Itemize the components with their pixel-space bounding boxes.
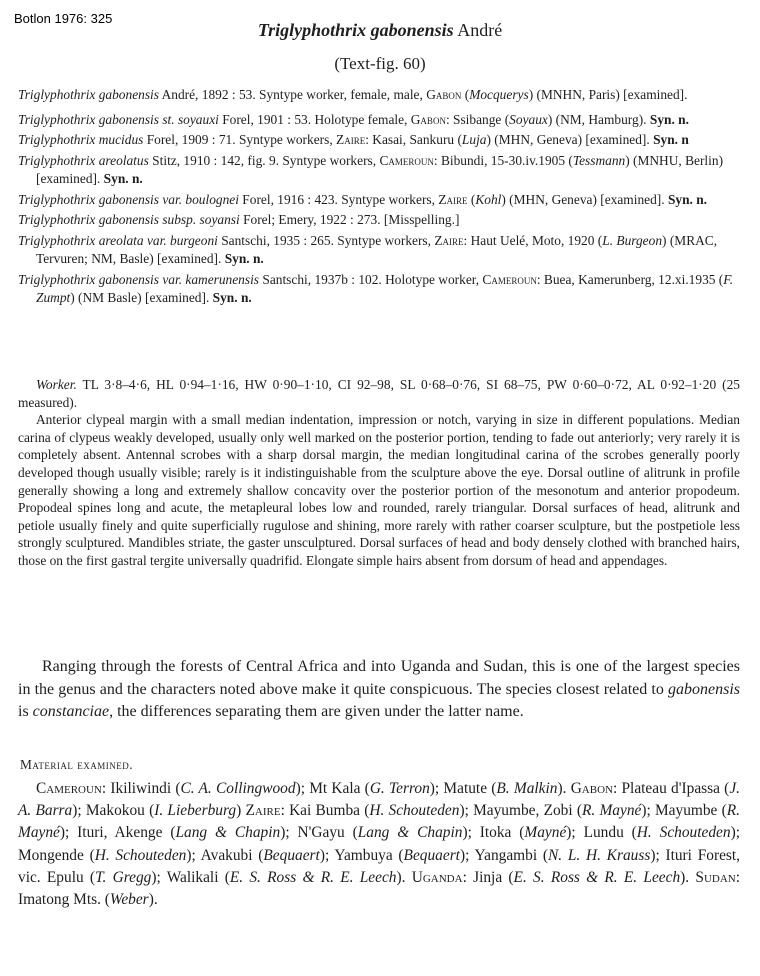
synonymy-entry — [18, 86, 740, 105]
locality-text: ); Mt Kala ( — [295, 780, 370, 797]
citation-text: ( — [461, 87, 470, 102]
locality-text: ); Lundu ( — [566, 824, 637, 842]
range-text-1: Ranging through the forests of Central Africa and into Uganda and Sudan, this is one of the largest species in the genus and the characters noted above make it quite conspicuous. The species closest related to — [18, 658, 740, 698]
collector-name: Lang & Chapin — [175, 824, 281, 842]
material-examined — [18, 778, 740, 911]
citation-text: : Haut Uelé, Moto, 1920 ( — [463, 232, 603, 248]
worker-measurements: TL 3·8–4·6, HL 0·94–1·16, HW 0·90–1·10, CI 92–98, SL 0·68–0·76, SI 68–75, PW 0·60–0·72, AL 0·92–1·20 (25 measured). — [18, 377, 740, 410]
source-label: Botlon 1976: 325 — [14, 11, 113, 26]
citation-text: ) (MHN, Geneva) [examined]. — [486, 132, 654, 147]
range-species-1: gabonensis — [668, 680, 740, 698]
worker-description — [18, 376, 740, 570]
citation-text: : Bibundi, 15-30.iv.1905 ( — [433, 152, 573, 168]
taxon-name: Triglyphothrix areolatus — [18, 152, 149, 168]
locality-text: ). — [557, 780, 571, 797]
citation-text: Forel, 1916 : 423. Syntype workers, — [238, 191, 439, 207]
taxon-name: Triglyphothrix gabonensis st. soyauxi — [18, 111, 219, 127]
locality-country: Zaire — [336, 132, 366, 147]
locality-text: ). — [680, 868, 696, 886]
country-name: Cameroun — [36, 780, 102, 797]
taxon-name: Triglyphothrix gabonensis — [18, 87, 159, 102]
collector-name: Mayné — [524, 824, 567, 842]
citation-text: : Ssibange ( — [445, 111, 510, 127]
citation-text: : Buea, Kamerunberg, 12.xi.1935 ( — [536, 271, 724, 287]
locality-text: ); Ituri, Akenge ( — [59, 824, 176, 842]
locality-text: ); Matute ( — [429, 780, 497, 797]
locality-country: Cameroun — [379, 152, 434, 168]
range-paragraph — [18, 656, 740, 724]
citation-text: André, 1892 : 53. Syntype worker, female, male, — [158, 87, 427, 102]
locality-country: Zaire — [434, 232, 464, 248]
locality-text: ); Makokou ( — [72, 802, 155, 820]
collector-name: H. Schouteden — [636, 824, 731, 842]
locality-text: : Ikiliwindi ( — [101, 780, 181, 797]
country-name: Gabon — [570, 780, 613, 797]
species-author: André — [457, 20, 503, 40]
synonymy-entry — [18, 232, 740, 269]
citation-text: ) (MHN, Geneva) [examined]. — [501, 191, 668, 207]
species-name: Triglyphothrix gabonensis — [257, 20, 454, 40]
citation-text: ( — [467, 191, 476, 207]
synonym-note: Syn. n. — [224, 251, 264, 266]
collector-name: L. Burgeon — [602, 232, 663, 248]
citation-text: ) (MNHU, Berlin) [examined]. — [36, 152, 724, 186]
locality-text: ); Mayumbe ( — [641, 802, 727, 820]
collector-name: E. S. Ross & R. E. Leech — [513, 868, 681, 886]
citation-text: Forel; Emery, 1922 : 273. [Misspelling.] — [239, 212, 460, 227]
collector-name: Luja — [461, 132, 487, 147]
collector-name: H. Schouteden — [94, 846, 187, 864]
synonymy-list — [18, 86, 740, 308]
locality-text: : Jinja ( — [462, 868, 514, 886]
citation-text: ) (NM Basle) [examined]. — [70, 290, 213, 305]
taxon-name: Triglyphothrix gabonensis var. kamerunensis — [18, 271, 260, 287]
collector-name: B. Malkin — [496, 780, 558, 797]
locality-text: : Kai Bumba ( — [280, 802, 370, 820]
locality-text: ); Ituri Forest, vic. Epulu ( — [18, 846, 741, 886]
citation-text: Santschi, 1935 : 265. Syntype workers, — [217, 232, 435, 248]
collector-name: Weber — [109, 891, 149, 909]
worker-description-text: Anterior clypeal margin with a small median indentation, impression or notch, varying in size in different populations. Median carina of clypeus weakly developed, usually only well marked on the posterior portion, tending to fade out anteriorly; very rarely it is completely absent. Antennal scrobes with a sharp dorsal margin, the median longitudinal carina of the scrobes generally poorly developed though usually visible; rarely is it indistinguishable from the sculpture above the eye. Dorsal outline of alitrunk in profile generally showing a long and extremely shallow concavity over the posterior portion of the mesonotum and anterior propodeum. Propodeal spines long and acute, the metapleural lobes low and rounded, rarely triangular. Dorsal surfaces of head, alitrunk and petiole usually finely and quite superficially rugulose and shining, more rarely with rather coarser sculpture, but the postpetiole less strongly sculptured. Mandibles striate, the gaster unsculptured. Dorsal surfaces of head and body densely clothed with branched hairs, those on the first gastral tergite universally quadrifid. Elongate simple hairs absent from dorsum of head and appendages. — [18, 412, 740, 568]
locality-text: ); Mayumbe, Zobi ( — [459, 802, 582, 820]
collector-name: R. Mayné — [18, 802, 740, 842]
synonymy-entry — [18, 191, 740, 210]
locality-country: Cameroun — [482, 271, 537, 287]
citation-text: Stitz, 1910 : 142, fig. 9. Syntype workers, — [148, 152, 380, 168]
material-heading: Material examined. — [20, 757, 134, 772]
locality-text: ); Avakubi ( — [186, 846, 264, 864]
collector-name: C. A. Collingwood — [180, 780, 296, 797]
collector-name: Soyaux — [509, 111, 548, 127]
taxon-name: Triglyphothrix mucidus — [18, 132, 144, 147]
collector-name: H. Schouteden — [369, 802, 460, 820]
locality-text: ); Yambuya ( — [319, 846, 404, 864]
locality-text: ); N'Gayu ( — [280, 824, 358, 842]
range-species-2: constanciae — [32, 703, 110, 720]
collector-name: Bequaert — [263, 846, 320, 864]
locality-text: ). — [396, 868, 412, 886]
collector-name: I. Lieberburg — [154, 802, 237, 820]
collector-name: J. A. Barra — [18, 780, 740, 820]
collector-name: N. L. H. Krauss — [547, 846, 651, 864]
citation-text: Forel, 1909 : 71. Syntype workers, — [143, 132, 337, 147]
citation-text: ) (MRAC, Tervuren; NM, Basle) [examined]. — [36, 232, 718, 266]
synonym-note: Syn. n. — [649, 111, 689, 127]
locality-text: ); Yangambi ( — [459, 846, 548, 864]
citation-text: ) (MNHN, Paris) [examined]. — [528, 87, 688, 102]
collector-name: R. Mayné — [582, 802, 642, 820]
figure-reference: (Text-fig. 60) — [334, 54, 426, 73]
synonym-note: Syn. n. — [212, 290, 252, 305]
taxon-name: Triglyphothrix gabonensis var. boulognei — [18, 191, 239, 207]
locality-text: ). — [148, 891, 158, 909]
collector-name: T. Gregg — [95, 868, 152, 886]
country-name: Sudan — [695, 868, 736, 886]
synonym-note: Syn. n — [653, 132, 689, 147]
citation-text: Santschi, 1937b : 102. Holotype worker, — [259, 271, 483, 287]
collector-name: Mocquerys — [469, 87, 529, 102]
locality-country: Zaire — [438, 191, 468, 207]
collector-name: Bequaert — [403, 846, 460, 864]
locality-country: Gabon — [426, 87, 462, 102]
range-text-2: is — [18, 703, 33, 720]
locality-country: Gabon — [410, 111, 446, 127]
citation-text: Forel, 1901 : 53. Holotype female, — [218, 111, 411, 127]
locality-text: : Plateau d'Ipassa ( — [612, 780, 730, 797]
synonymy-entry — [18, 152, 740, 189]
collector-name: G. Terron — [369, 780, 430, 797]
locality-text: ); Itoka ( — [462, 824, 525, 842]
taxon-name: Triglyphothrix areolata var. burgeoni — [18, 232, 218, 248]
synonym-note: Syn. n. — [103, 171, 143, 186]
locality-text: ) — [236, 802, 246, 820]
species-title — [0, 20, 760, 41]
collector-name: F. Zumpt — [36, 271, 734, 305]
collector-name: E. S. Ross & R. E. Leech — [229, 868, 397, 886]
taxon-name: Triglyphothrix gabonensis subsp. soyansi — [18, 212, 240, 227]
locality-text: ); Walikali ( — [151, 868, 230, 886]
collector-name: Lang & Chapin — [357, 824, 463, 842]
synonymy-entry — [18, 111, 740, 130]
range-text-3: , the differences separating them are given under the latter name. — [109, 703, 524, 720]
country-name: Uganda — [411, 868, 463, 886]
locality-text: : Imatong Mts. ( — [18, 868, 741, 909]
collector-name: Kohl — [475, 191, 502, 207]
synonymy-entry — [18, 271, 740, 308]
country-name: Zaire — [245, 802, 281, 820]
collector-name: Tessmann — [572, 152, 626, 168]
locality-text: ); Mongende ( — [18, 824, 740, 864]
worker-label: Worker. — [36, 377, 77, 392]
synonymy-entry — [18, 211, 740, 230]
synonymy-entry — [18, 131, 740, 150]
citation-text: : Kasai, Sankuru ( — [365, 132, 462, 147]
synonym-note: Syn. n. — [667, 191, 708, 207]
citation-text: ) (NM, Hamburg). — [547, 111, 650, 127]
